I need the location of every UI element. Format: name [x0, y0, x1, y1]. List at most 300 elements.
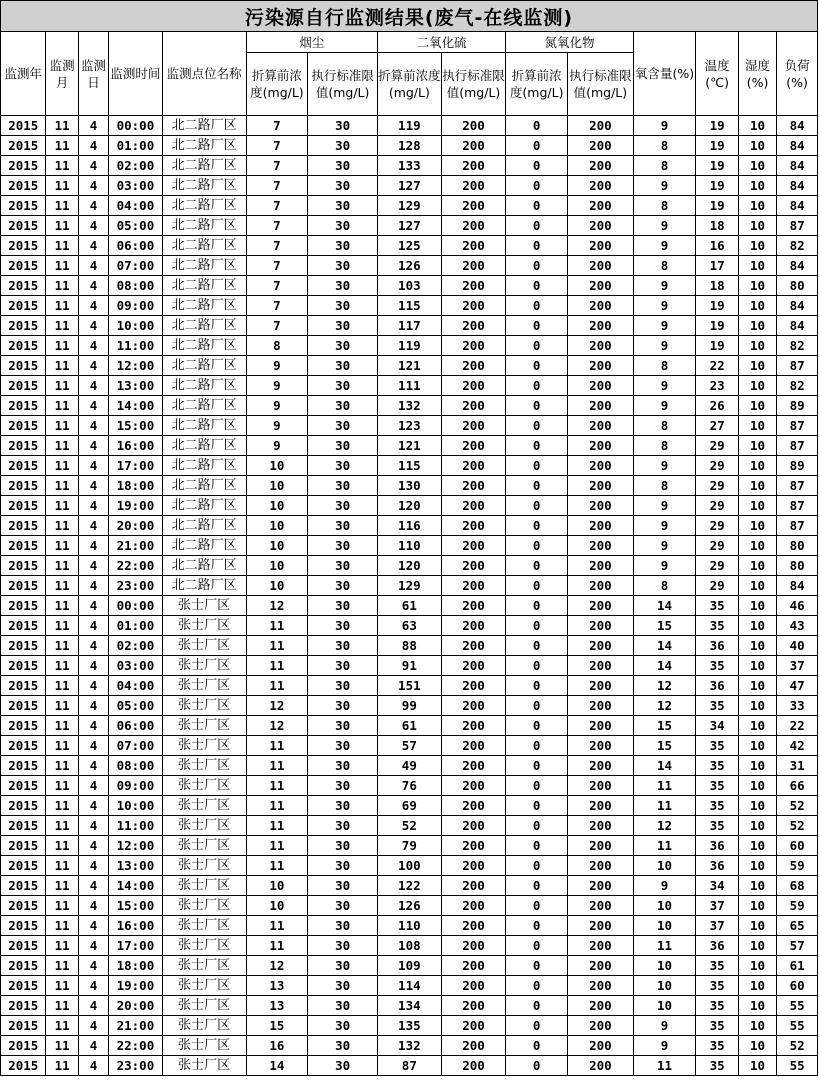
- cell-oxygen: 10: [633, 956, 696, 976]
- cell-nox-concentration: 0: [506, 956, 568, 976]
- cell-nox-concentration: 0: [506, 596, 568, 616]
- cell-nox-concentration: 0: [506, 116, 568, 136]
- cell-nox-concentration: 0: [506, 996, 568, 1016]
- cell-humidity: 10: [738, 456, 776, 476]
- cell-so2-concentration: 109: [378, 956, 442, 976]
- cell-so2-limit: 200: [441, 536, 506, 556]
- cell-so2-concentration: 129: [378, 576, 442, 596]
- cell-site: 北二路厂区: [162, 136, 246, 156]
- table-row: [1, 156, 818, 176]
- cell-load: 89: [777, 456, 818, 476]
- cell-humidity: 10: [738, 876, 776, 896]
- cell-nox-limit: 200: [568, 576, 634, 596]
- cell-load: 47: [777, 676, 818, 696]
- cell-day: 4: [78, 896, 108, 916]
- cell-so2-limit: 200: [441, 456, 506, 476]
- cell-time: 15:00: [109, 896, 163, 916]
- cell-nox-concentration: 0: [506, 536, 568, 556]
- table-row: [1, 396, 818, 416]
- cell-site: 张士厂区: [162, 756, 246, 776]
- cell-nox-concentration: 0: [506, 856, 568, 876]
- cell-nox-concentration: 0: [506, 616, 568, 636]
- cell-site: 张士厂区: [162, 596, 246, 616]
- cell-so2-limit: 200: [441, 176, 506, 196]
- cell-day: 4: [78, 936, 108, 956]
- cell-oxygen: 9: [633, 1016, 696, 1036]
- cell-so2-concentration: 61: [378, 716, 442, 736]
- cell-nox-concentration: 0: [506, 436, 568, 456]
- cell-temperature: 29: [696, 496, 738, 516]
- table-row: [1, 736, 818, 756]
- cell-load: 55: [777, 1056, 818, 1076]
- cell-nox-limit: 200: [568, 656, 634, 676]
- table-row: [1, 496, 818, 516]
- cell-nox-limit: 200: [568, 776, 634, 796]
- cell-dust-concentration: 7: [246, 236, 308, 256]
- cell-load: 89: [777, 396, 818, 416]
- cell-load: 66: [777, 776, 818, 796]
- cell-month: 11: [46, 716, 78, 736]
- cell-month: 11: [46, 576, 78, 596]
- cell-temperature: 35: [696, 776, 738, 796]
- cell-temperature: 35: [696, 796, 738, 816]
- cell-day: 4: [78, 376, 108, 396]
- cell-so2-concentration: 120: [378, 556, 442, 576]
- cell-nox-limit: 200: [568, 756, 634, 776]
- cell-load: 84: [777, 136, 818, 156]
- cell-year: 2015: [1, 936, 46, 956]
- cell-so2-limit: 200: [441, 796, 506, 816]
- cell-time: 00:00: [109, 596, 163, 616]
- cell-site: 北二路厂区: [162, 436, 246, 456]
- cell-nox-limit: 200: [568, 436, 634, 456]
- cell-nox-limit: 200: [568, 956, 634, 976]
- cell-temperature: 34: [696, 876, 738, 896]
- cell-so2-limit: 200: [441, 1016, 506, 1036]
- cell-nox-concentration: 0: [506, 936, 568, 956]
- cell-nox-limit: 200: [568, 816, 634, 836]
- cell-nox-concentration: 0: [506, 376, 568, 396]
- cell-nox-limit: 200: [568, 316, 634, 336]
- cell-load: 60: [777, 836, 818, 856]
- cell-year: 2015: [1, 556, 46, 576]
- cell-time: 18:00: [109, 956, 163, 976]
- cell-oxygen: 8: [633, 196, 696, 216]
- cell-oxygen: 9: [633, 236, 696, 256]
- header-nox-group: 氮氧化物: [506, 32, 633, 53]
- cell-humidity: 10: [738, 396, 776, 416]
- cell-day: 4: [78, 216, 108, 236]
- cell-year: 2015: [1, 636, 46, 656]
- header-site: 监测点位名称: [162, 32, 246, 116]
- cell-dust-limit: 30: [308, 876, 378, 896]
- cell-so2-concentration: 130: [378, 476, 442, 496]
- cell-day: 4: [78, 316, 108, 336]
- cell-humidity: 10: [738, 476, 776, 496]
- table-row: [1, 976, 818, 996]
- cell-time: 21:00: [109, 536, 163, 556]
- cell-load: 84: [777, 256, 818, 276]
- cell-dust-concentration: 9: [246, 376, 308, 396]
- cell-site: 北二路厂区: [162, 396, 246, 416]
- cell-dust-limit: 30: [308, 296, 378, 316]
- cell-humidity: 10: [738, 996, 776, 1016]
- cell-humidity: 10: [738, 496, 776, 516]
- cell-oxygen: 9: [633, 216, 696, 236]
- cell-load: 52: [777, 816, 818, 836]
- cell-humidity: 10: [738, 736, 776, 756]
- cell-time: 13:00: [109, 376, 163, 396]
- cell-dust-limit: 30: [308, 376, 378, 396]
- cell-temperature: 22: [696, 356, 738, 376]
- cell-day: 4: [78, 776, 108, 796]
- table-row: [1, 136, 818, 156]
- cell-so2-concentration: 127: [378, 176, 442, 196]
- cell-day: 4: [78, 116, 108, 136]
- cell-humidity: 10: [738, 556, 776, 576]
- cell-day: 4: [78, 396, 108, 416]
- cell-so2-limit: 200: [441, 676, 506, 696]
- cell-dust-limit: 30: [308, 796, 378, 816]
- table-body: [1, 116, 818, 1076]
- cell-dust-concentration: 7: [246, 176, 308, 196]
- cell-site: 张士厂区: [162, 976, 246, 996]
- cell-dust-limit: 30: [308, 396, 378, 416]
- cell-temperature: 35: [696, 1016, 738, 1036]
- cell-site: 张士厂区: [162, 936, 246, 956]
- cell-nox-limit: 200: [568, 136, 634, 156]
- cell-nox-limit: 200: [568, 336, 634, 356]
- cell-nox-concentration: 0: [506, 516, 568, 536]
- cell-month: 11: [46, 1036, 78, 1056]
- cell-nox-concentration: 0: [506, 316, 568, 336]
- cell-so2-concentration: 103: [378, 276, 442, 296]
- cell-time: 10:00: [109, 796, 163, 816]
- cell-year: 2015: [1, 336, 46, 356]
- cell-dust-limit: 30: [308, 836, 378, 856]
- cell-so2-limit: 200: [441, 936, 506, 956]
- cell-temperature: 37: [696, 896, 738, 916]
- cell-dust-concentration: 7: [246, 116, 308, 136]
- cell-oxygen: 14: [633, 656, 696, 676]
- cell-site: 北二路厂区: [162, 496, 246, 516]
- cell-site: 张士厂区: [162, 656, 246, 676]
- cell-year: 2015: [1, 456, 46, 476]
- table-row: [1, 376, 818, 396]
- table-row: [1, 436, 818, 456]
- cell-oxygen: 10: [633, 916, 696, 936]
- cell-site: 张士厂区: [162, 676, 246, 696]
- cell-year: 2015: [1, 476, 46, 496]
- cell-so2-limit: 200: [441, 996, 506, 1016]
- cell-dust-concentration: 8: [246, 336, 308, 356]
- cell-time: 22:00: [109, 556, 163, 576]
- cell-temperature: 29: [696, 456, 738, 476]
- cell-site: 张士厂区: [162, 736, 246, 756]
- cell-so2-limit: 200: [441, 816, 506, 836]
- cell-dust-limit: 30: [308, 556, 378, 576]
- cell-oxygen: 8: [633, 436, 696, 456]
- cell-dust-concentration: 12: [246, 716, 308, 736]
- cell-month: 11: [46, 976, 78, 996]
- cell-nox-concentration: 0: [506, 296, 568, 316]
- cell-month: 11: [46, 936, 78, 956]
- cell-dust-concentration: 11: [246, 776, 308, 796]
- cell-temperature: 27: [696, 416, 738, 436]
- cell-time: 17:00: [109, 936, 163, 956]
- cell-nox-limit: 200: [568, 496, 634, 516]
- cell-so2-concentration: 87: [378, 1056, 442, 1076]
- cell-nox-concentration: 0: [506, 496, 568, 516]
- cell-load: 60: [777, 976, 818, 996]
- cell-time: 19:00: [109, 496, 163, 516]
- cell-dust-limit: 30: [308, 456, 378, 476]
- cell-oxygen: 9: [633, 396, 696, 416]
- cell-day: 4: [78, 616, 108, 636]
- cell-nox-concentration: 0: [506, 216, 568, 236]
- cell-nox-concentration: 0: [506, 736, 568, 756]
- cell-dust-limit: 30: [308, 996, 378, 1016]
- table-row: [1, 296, 818, 316]
- cell-time: 14:00: [109, 876, 163, 896]
- cell-month: 11: [46, 736, 78, 756]
- cell-site: 张士厂区: [162, 776, 246, 796]
- table-row: [1, 116, 818, 136]
- cell-site: 北二路厂区: [162, 476, 246, 496]
- table-row: [1, 936, 818, 956]
- cell-site: 北二路厂区: [162, 336, 246, 356]
- cell-temperature: 29: [696, 556, 738, 576]
- cell-time: 15:00: [109, 416, 163, 436]
- header-time: 监测时间: [109, 32, 163, 116]
- cell-oxygen: 15: [633, 616, 696, 636]
- cell-so2-concentration: 128: [378, 136, 442, 156]
- cell-nox-limit: 200: [568, 396, 634, 416]
- table-row: [1, 756, 818, 776]
- cell-site: 北二路厂区: [162, 176, 246, 196]
- cell-month: 11: [46, 656, 78, 676]
- cell-load: 40: [777, 636, 818, 656]
- cell-load: 84: [777, 576, 818, 596]
- cell-year: 2015: [1, 576, 46, 596]
- cell-year: 2015: [1, 836, 46, 856]
- table-row: [1, 1036, 818, 1056]
- cell-temperature: 35: [696, 1036, 738, 1056]
- table-row: [1, 1016, 818, 1036]
- cell-site: 北二路厂区: [162, 576, 246, 596]
- cell-humidity: 10: [738, 1056, 776, 1076]
- cell-time: 23:00: [109, 576, 163, 596]
- cell-year: 2015: [1, 116, 46, 136]
- cell-day: 4: [78, 336, 108, 356]
- cell-nox-concentration: 0: [506, 836, 568, 856]
- cell-month: 11: [46, 296, 78, 316]
- cell-dust-limit: 30: [308, 696, 378, 716]
- cell-temperature: 35: [696, 656, 738, 676]
- cell-so2-concentration: 134: [378, 996, 442, 1016]
- cell-year: 2015: [1, 676, 46, 696]
- cell-humidity: 10: [738, 336, 776, 356]
- cell-nox-limit: 200: [568, 916, 634, 936]
- cell-day: 4: [78, 856, 108, 876]
- cell-humidity: 10: [738, 116, 776, 136]
- cell-so2-limit: 200: [441, 636, 506, 656]
- cell-load: 87: [777, 476, 818, 496]
- cell-dust-concentration: 11: [246, 856, 308, 876]
- cell-nox-limit: 200: [568, 476, 634, 496]
- cell-site: 北二路厂区: [162, 416, 246, 436]
- cell-temperature: 19: [696, 156, 738, 176]
- cell-so2-concentration: 116: [378, 516, 442, 536]
- cell-nox-limit: 200: [568, 296, 634, 316]
- cell-so2-concentration: 119: [378, 336, 442, 356]
- cell-humidity: 10: [738, 916, 776, 936]
- cell-load: 82: [777, 236, 818, 256]
- cell-dust-limit: 30: [308, 496, 378, 516]
- cell-dust-concentration: 9: [246, 416, 308, 436]
- table-row: [1, 1056, 818, 1076]
- cell-temperature: 35: [696, 756, 738, 776]
- cell-oxygen: 14: [633, 756, 696, 776]
- table-row: [1, 796, 818, 816]
- header-day: 监测日: [78, 32, 108, 116]
- cell-so2-limit: 200: [441, 716, 506, 736]
- cell-so2-concentration: 110: [378, 916, 442, 936]
- cell-humidity: 10: [738, 696, 776, 716]
- cell-dust-concentration: 10: [246, 456, 308, 476]
- cell-month: 11: [46, 1016, 78, 1036]
- cell-day: 4: [78, 356, 108, 376]
- table-row: [1, 776, 818, 796]
- cell-day: 4: [78, 556, 108, 576]
- cell-so2-concentration: 126: [378, 896, 442, 916]
- cell-dust-limit: 30: [308, 116, 378, 136]
- table-row: [1, 476, 818, 496]
- cell-dust-concentration: 7: [246, 276, 308, 296]
- cell-oxygen: 12: [633, 696, 696, 716]
- cell-oxygen: 11: [633, 796, 696, 816]
- cell-oxygen: 8: [633, 576, 696, 596]
- cell-site: 北二路厂区: [162, 456, 246, 476]
- cell-time: 12:00: [109, 836, 163, 856]
- cell-so2-concentration: 114: [378, 976, 442, 996]
- cell-humidity: 10: [738, 716, 776, 736]
- cell-year: 2015: [1, 776, 46, 796]
- cell-dust-limit: 30: [308, 156, 378, 176]
- cell-day: 4: [78, 716, 108, 736]
- cell-month: 11: [46, 876, 78, 896]
- cell-so2-concentration: 61: [378, 596, 442, 616]
- cell-load: 84: [777, 156, 818, 176]
- cell-humidity: 10: [738, 536, 776, 556]
- cell-so2-limit: 200: [441, 696, 506, 716]
- cell-so2-concentration: 99: [378, 696, 442, 716]
- cell-year: 2015: [1, 816, 46, 836]
- cell-nox-concentration: 0: [506, 876, 568, 896]
- cell-so2-limit: 200: [441, 136, 506, 156]
- cell-oxygen: 8: [633, 256, 696, 276]
- cell-nox-limit: 200: [568, 456, 634, 476]
- cell-so2-limit: 200: [441, 616, 506, 636]
- cell-load: 52: [777, 796, 818, 816]
- cell-year: 2015: [1, 596, 46, 616]
- cell-load: 87: [777, 356, 818, 376]
- cell-nox-limit: 200: [568, 176, 634, 196]
- cell-nox-limit: 200: [568, 836, 634, 856]
- cell-temperature: 35: [696, 1056, 738, 1076]
- cell-so2-limit: 200: [441, 776, 506, 796]
- cell-dust-concentration: 10: [246, 476, 308, 496]
- cell-time: 13:00: [109, 856, 163, 876]
- table-row: [1, 356, 818, 376]
- cell-site: 北二路厂区: [162, 296, 246, 316]
- cell-load: 57: [777, 936, 818, 956]
- cell-month: 11: [46, 816, 78, 836]
- cell-oxygen: 14: [633, 596, 696, 616]
- cell-oxygen: 12: [633, 676, 696, 696]
- cell-humidity: 10: [738, 196, 776, 216]
- cell-nox-concentration: 0: [506, 676, 568, 696]
- table-row: [1, 176, 818, 196]
- cell-nox-concentration: 0: [506, 276, 568, 296]
- cell-so2-limit: 200: [441, 476, 506, 496]
- cell-dust-concentration: 12: [246, 596, 308, 616]
- cell-site: 北二路厂区: [162, 116, 246, 136]
- cell-site: 张士厂区: [162, 1056, 246, 1076]
- table-row: [1, 856, 818, 876]
- cell-month: 11: [46, 696, 78, 716]
- cell-oxygen: 8: [633, 136, 696, 156]
- cell-so2-limit: 200: [441, 916, 506, 936]
- cell-load: 52: [777, 1036, 818, 1056]
- cell-so2-concentration: 151: [378, 676, 442, 696]
- cell-oxygen: 8: [633, 356, 696, 376]
- cell-day: 4: [78, 976, 108, 996]
- cell-so2-limit: 200: [441, 116, 506, 136]
- cell-so2-concentration: 76: [378, 776, 442, 796]
- cell-day: 4: [78, 996, 108, 1016]
- cell-year: 2015: [1, 436, 46, 456]
- cell-load: 84: [777, 316, 818, 336]
- cell-dust-concentration: 9: [246, 396, 308, 416]
- cell-day: 4: [78, 236, 108, 256]
- cell-dust-limit: 30: [308, 136, 378, 156]
- cell-day: 4: [78, 516, 108, 536]
- cell-so2-concentration: 110: [378, 536, 442, 556]
- cell-oxygen: 9: [633, 456, 696, 476]
- cell-dust-concentration: 15: [246, 1016, 308, 1036]
- table-title: 污染源自行监测结果(废气-在线监测): [1, 1, 818, 32]
- cell-temperature: 35: [696, 996, 738, 1016]
- cell-dust-concentration: 12: [246, 956, 308, 976]
- cell-humidity: 10: [738, 596, 776, 616]
- cell-dust-concentration: 7: [246, 296, 308, 316]
- cell-so2-limit: 200: [441, 516, 506, 536]
- cell-so2-limit: 200: [441, 156, 506, 176]
- cell-oxygen: 10: [633, 856, 696, 876]
- table-row: [1, 456, 818, 476]
- cell-dust-limit: 30: [308, 736, 378, 756]
- cell-year: 2015: [1, 516, 46, 536]
- cell-dust-limit: 30: [308, 916, 378, 936]
- cell-nox-concentration: 0: [506, 796, 568, 816]
- table-row: [1, 196, 818, 216]
- cell-year: 2015: [1, 656, 46, 676]
- cell-dust-limit: 30: [308, 616, 378, 636]
- cell-load: 80: [777, 536, 818, 556]
- cell-dust-limit: 30: [308, 176, 378, 196]
- cell-year: 2015: [1, 756, 46, 776]
